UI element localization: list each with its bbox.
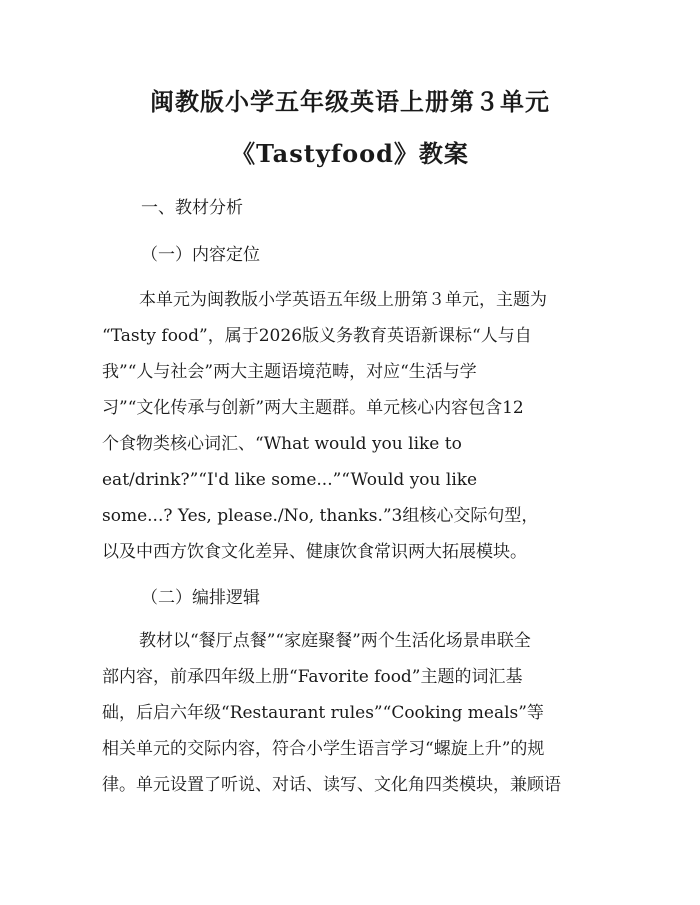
paragraph-line: eat/drink?”“I'd like some...”“Would you like — [102, 470, 478, 490]
section-heading-teaching-material-analysis: 一、教材分析 — [141, 198, 243, 218]
paragraph-line: 教材以“餐厅点餐”“家庭聚餐”两个生活化场景串联全 — [139, 631, 531, 651]
paragraph-line: 本单元为闽教版小学英语五年级上册第３单元，主题为 — [139, 290, 547, 310]
document-title-line-2: 《Tastyfood》教案 — [231, 139, 469, 168]
paragraph-content-positioning — [102, 282, 602, 570]
paragraph-line: 我”“人与社会”两大主题语境范畴，对应“生活与学 — [102, 362, 477, 382]
paragraph-line: 部内容，前承四年级上册“Favorite food”主题的词汇基 — [102, 667, 523, 687]
paragraph-line: “Tasty food”，属于2026版义务教育英语新课标“人与自 — [102, 326, 532, 346]
paragraph-line: some...? Yes, please./No, thanks.”3组核心交际句型， — [102, 506, 539, 526]
paragraph-line: 础，后启六年级“Restaurant rules”“Cooking meals”等 — [102, 703, 544, 723]
document-title-line-1: 闽教版小学五年级英语上册第３单元 — [150, 87, 550, 116]
paragraph-line: 以及中西方饮食文化差异、健康饮食常识两大拓展模块。 — [102, 542, 527, 562]
paragraph-line: 律。单元设置了听说、对话、读写、文化角四类模块，兼顾语 — [102, 775, 561, 795]
subsection-heading-arrangement-logic: （二）编排逻辑 — [141, 588, 260, 608]
subsection-heading-content-positioning: （一）内容定位 — [141, 245, 260, 265]
paragraph-line: 相关单元的交际内容，符合小学生语言学习“螺旋上升”的规 — [102, 739, 545, 759]
paragraph-line: 习”“文化传承与创新”两大主题群。单元核心内容包含12 — [102, 398, 524, 418]
paragraph-line: 个食物类核心词汇、“What would you like to — [102, 434, 462, 454]
paragraph-arrangement-logic — [102, 623, 602, 803]
